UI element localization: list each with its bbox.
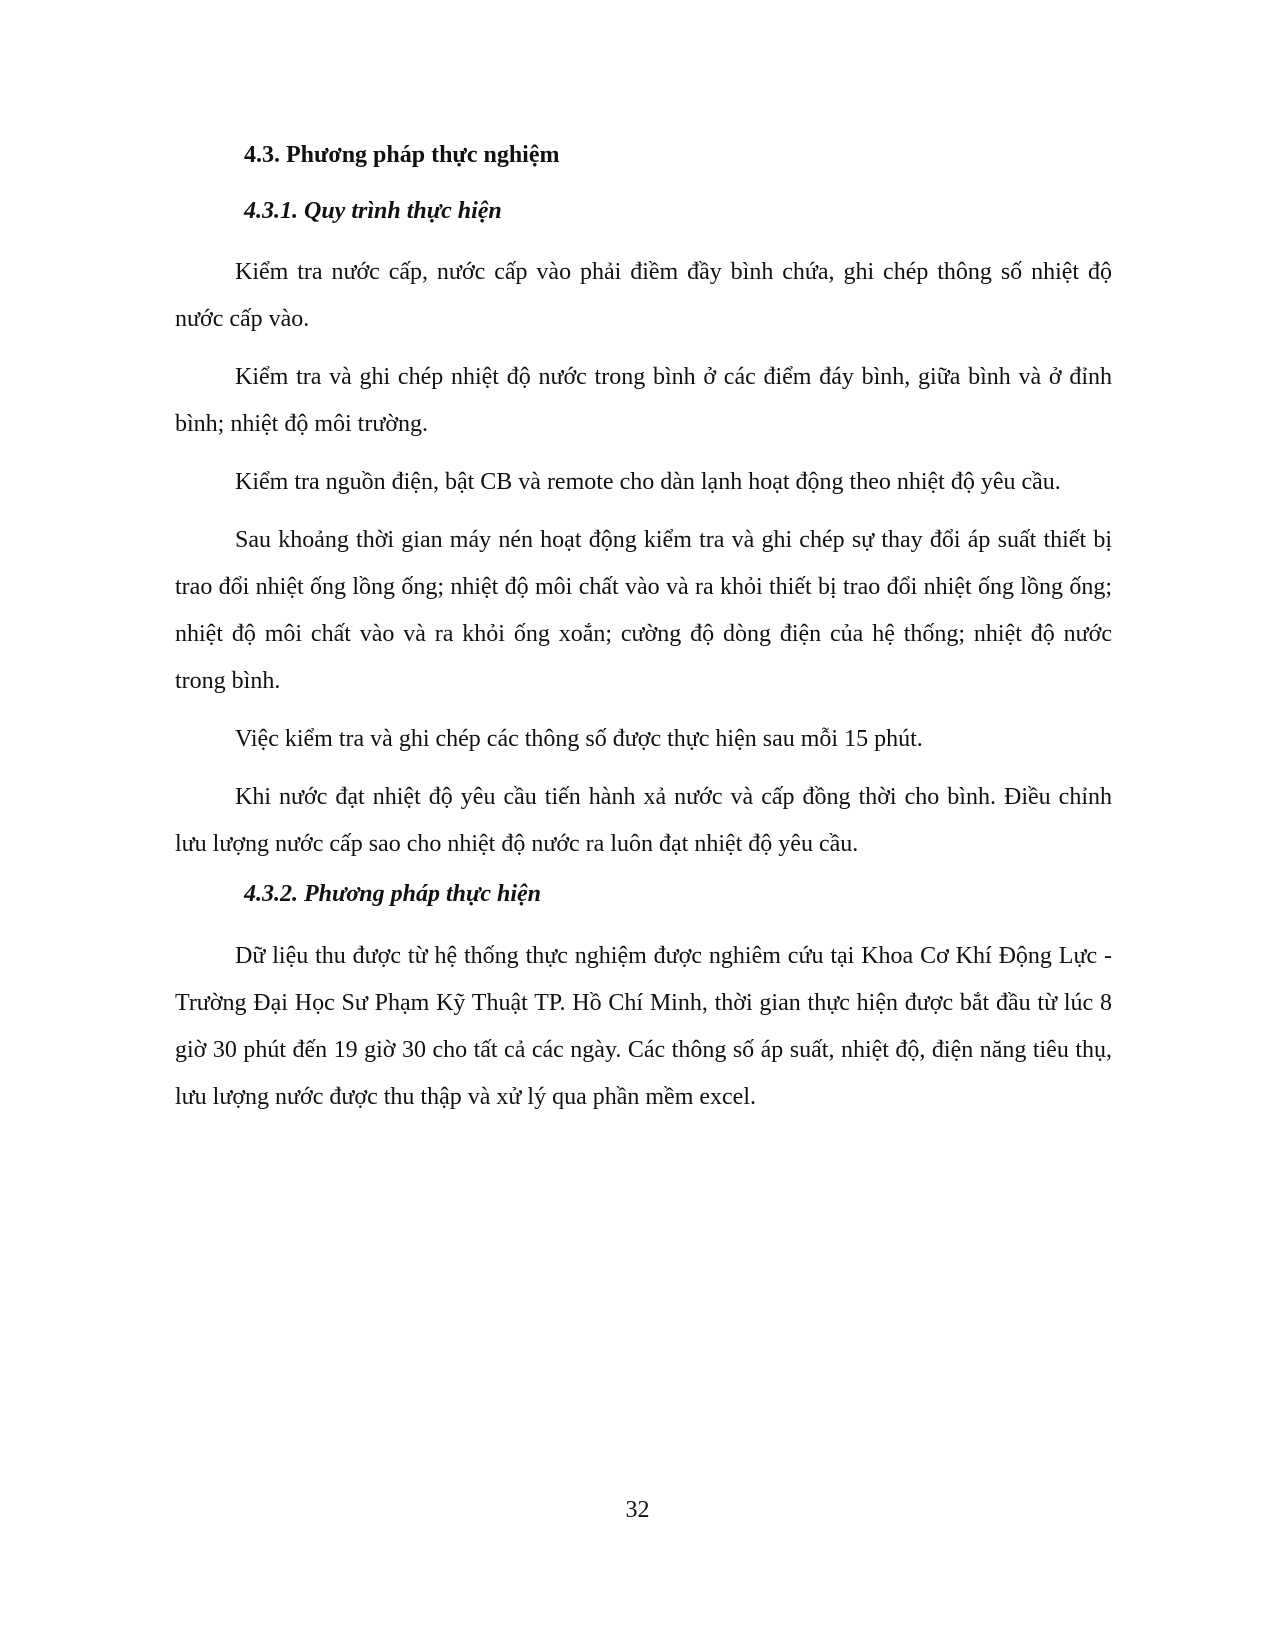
paragraph: Sau khoảng thời gian máy nén hoạt động kiểm tra và ghi chép sự thay đổi áp suất thiết bị trao đổi nhiệt ống lồng ống; nhiệt độ môi chất vào và ra khỏi thiết bị trao đổi nhiệt ống lồng ống; nhiệt độ môi chất vào và ra khỏi ống xoắn; cường độ dòng điện của hệ thống; nhiệt độ nước trong bình. — [175, 527, 1112, 695]
subsection-heading-procedure: 4.3.1. Quy trình thực hiện — [244, 198, 502, 225]
page-content — [175, 140, 1112, 1132]
paragraph: Việc kiểm tra và ghi chép các thông số được thực hiện sau mỗi 15 phút. — [235, 726, 923, 753]
page-number: 32 — [625, 1497, 650, 1523]
paragraph: Kiểm tra nước cấp, nước cấp vào phải điềm đầy bình chứa, ghi chép thông số nhiệt độ nước cấp vào. — [175, 259, 1112, 333]
subsection-heading-method: 4.3.2. Phương pháp thực hiện — [244, 881, 542, 908]
paragraph: Kiểm tra nguồn điện, bật CB và remote cho dàn lạnh hoạt động theo nhiệt độ yêu cầu. — [235, 469, 1061, 496]
section-heading: 4.3. Phương pháp thực nghiệm — [244, 142, 560, 168]
paragraph: Kiểm tra và ghi chép nhiệt độ nước trong bình ở các điểm đáy bình, giữa bình và ở đỉnh bình; nhiệt độ môi trường. — [175, 364, 1112, 438]
paragraph: Dữ liệu thu được từ hệ thống thực nghiệm được nghiêm cứu tại Khoa Cơ Khí Động Lực - Trường Đại Học Sư Phạm Kỹ Thuật TP. Hồ Chí Minh, thời gian thực hiện được bắt đầu từ lúc 8 giờ 30 phút đến 19 giờ 30 cho tất cả các ngày. Các thông số áp suất, nhiệt độ, điện năng tiêu thụ, lưu lượng nước được thu thập và xử lý qua phần mềm excel. — [175, 942, 1112, 1110]
paragraph: Khi nước đạt nhiệt độ yêu cầu tiến hành xả nước và cấp đồng thời cho bình. Điều chỉnh lưu lượng nước cấp sao cho nhiệt độ nước ra luôn đạt nhiệt độ yêu cầu. — [175, 784, 1112, 858]
